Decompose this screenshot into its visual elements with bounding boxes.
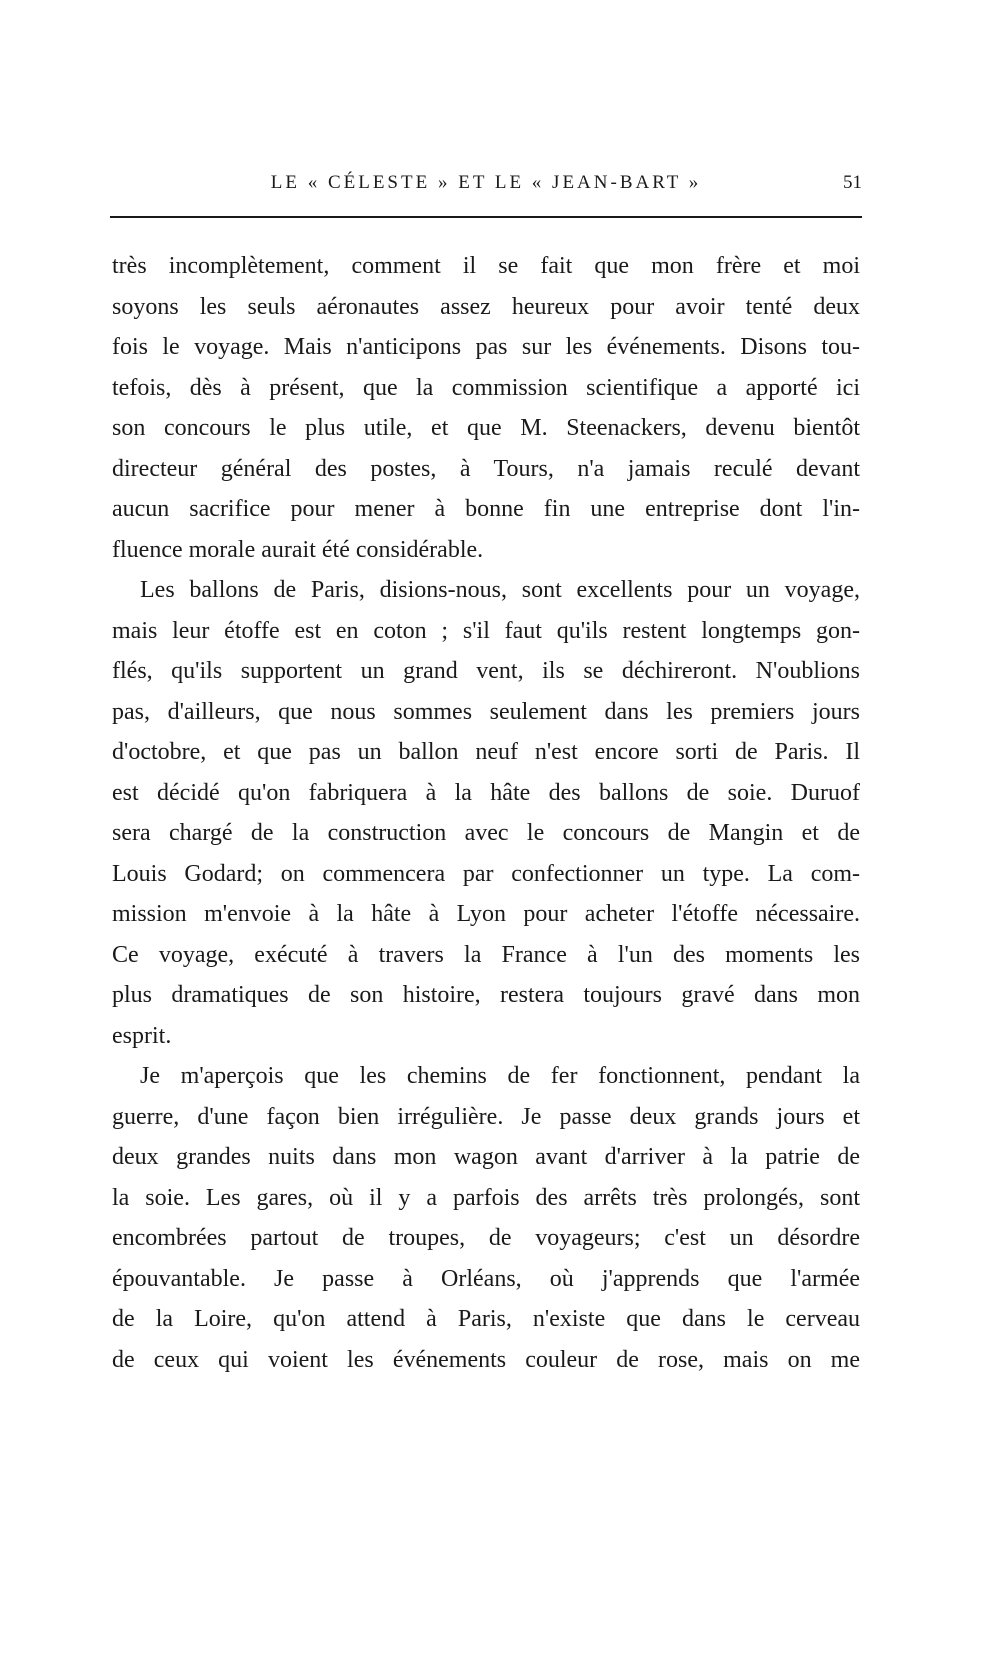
text-line: épouvantable. Je passe à Orléans, où j'apprends que l'armée — [112, 1265, 860, 1292]
paragraph-3 — [112, 1056, 860, 1380]
text-line: plus dramatiques de son histoire, restera toujours gravé dans mon — [112, 982, 860, 1008]
text-line: flés, qu'ils supportent un grand vent, ils se déchireront. N'oublions — [112, 658, 860, 684]
text-line: très incomplètement, comment il se fait que mon frère et moi — [112, 253, 860, 279]
text-line: mission m'envoie à la hâte à Lyon pour acheter l'étoffe nécessaire. — [112, 901, 860, 927]
paragraph-2 — [112, 570, 860, 1056]
text-line: est décidé qu'on fabriquera à la hâte des ballons de soie. Duruof — [112, 779, 860, 806]
text-line: soyons les seuls aéronautes assez heureux pour avoir tenté deux — [112, 293, 860, 320]
text-line: d'octobre, et que pas un ballon neuf n'est encore sorti de Paris. Il — [112, 739, 860, 765]
text-line: son concours le plus utile, et que M. Steenackers, devenu bientôt — [112, 415, 860, 441]
text-line: Je m'aperçois que les chemins de fer fonctionnent, pendant la — [140, 1063, 860, 1089]
text-line: encombrées partout de troupes, de voyageurs; c'est un désordre — [112, 1225, 860, 1251]
text-line: de la Loire, qu'on attend à Paris, n'existe que dans le cerveau — [112, 1306, 860, 1332]
text-line: pas, d'ailleurs, que nous sommes seulement dans les premiers jours — [112, 698, 860, 725]
text-line: sera chargé de la construction avec le concours de Mangin et de — [112, 820, 860, 846]
running-title: LE « CÉLESTE » ET LE « JEAN-BART » — [270, 172, 702, 193]
page-number: 51 — [843, 172, 862, 193]
text-line: Les ballons de Paris, disions-nous, sont excellents pour un voyage, — [140, 577, 860, 603]
text-line: de ceux qui voient les événements couleur de rose, mais on me — [112, 1346, 860, 1373]
text-line: deux grandes nuits dans mon wagon avant d'arriver à la patrie de — [112, 1144, 860, 1170]
text-line: mais leur étoffe est en coton ; s'il faut qu'ils restent longtemps gon- — [112, 617, 860, 644]
text-line: Louis Godard; on commencera par confectionner un type. La com- — [112, 860, 860, 887]
text-line: fois le voyage. Mais n'anticipons pas sur les événements. Disons tou- — [112, 334, 860, 360]
text-line: aucun sacrifice pour mener à bonne fin une entreprise dont l'in- — [112, 496, 860, 522]
text-line: la soie. Les gares, où il y a parfois des arrêts très prolongés, sont — [112, 1184, 860, 1211]
header-rule — [110, 216, 862, 218]
paragraph-1 — [112, 246, 860, 570]
text-line: esprit. — [112, 1022, 172, 1049]
running-header — [110, 168, 862, 198]
text-line: Ce voyage, exécuté à travers la France à l'un des moments les — [112, 941, 860, 968]
text-line: directeur général des postes, à Tours, n'a jamais reculé devant — [112, 455, 860, 482]
text-line: fluence morale aurait été considérable. — [112, 536, 484, 563]
body-text — [112, 246, 860, 1380]
text-line: tefois, dès à présent, que la commission scientifique a apporté ici — [112, 374, 860, 401]
text-line: guerre, d'une façon bien irrégulière. Je passe deux grands jours et — [112, 1103, 860, 1130]
